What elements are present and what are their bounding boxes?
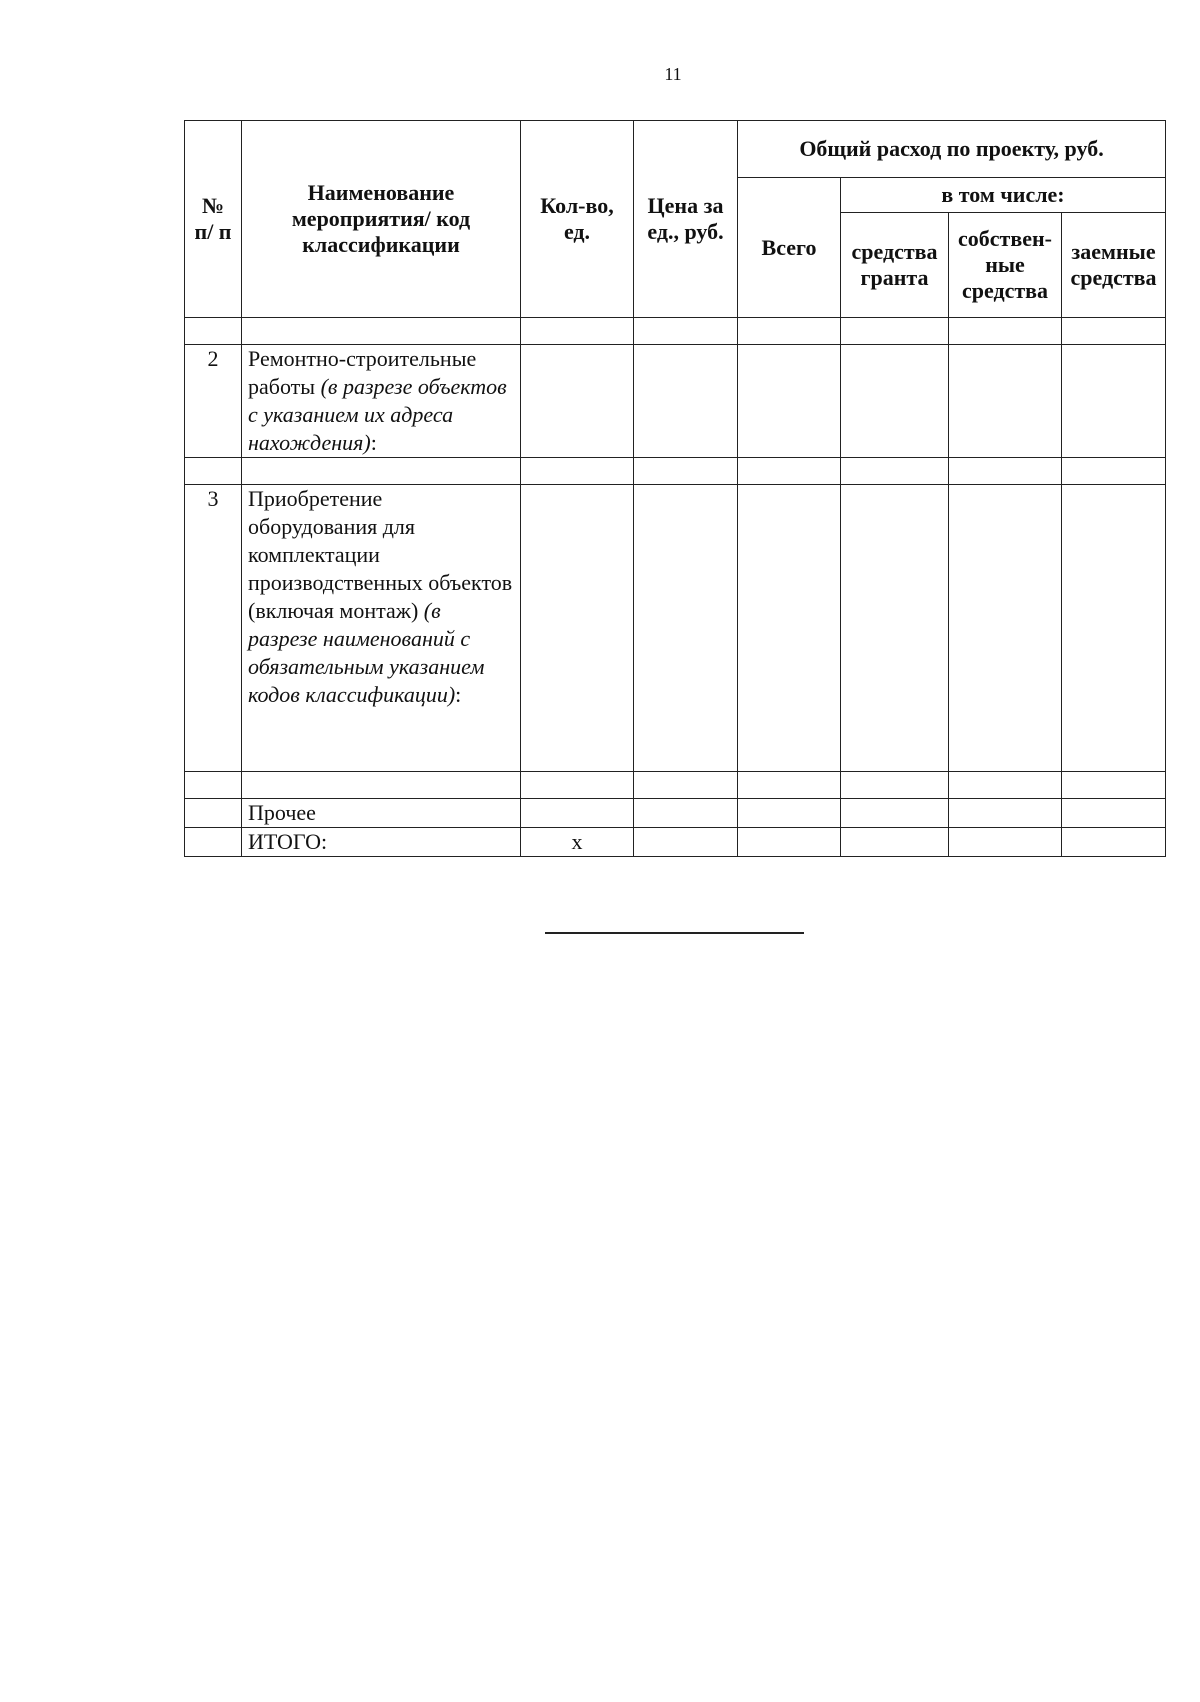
- header-grant-funds: средства гранта: [841, 213, 949, 318]
- row3-name-plain: Приобретение оборудования для комплектации производственных объектов (включая монтаж): [248, 486, 513, 623]
- page-number: 11: [664, 64, 682, 84]
- total-name: ИТОГО:: [242, 828, 521, 857]
- row3-name-italic: (в разрезе наименований с обязательным указанием кодов классификации): [248, 598, 485, 707]
- row2-name: [242, 345, 521, 458]
- row2-name-plain: Ремонтно-строительные работы: [248, 346, 477, 399]
- row2-num: 2: [185, 345, 242, 458]
- header-own-funds: собствен-ные средства: [949, 213, 1062, 318]
- row3-grant: [841, 485, 949, 772]
- header-num: № п/ п: [185, 121, 242, 318]
- row3-price: [634, 485, 738, 772]
- row2-borrowed: [1062, 345, 1166, 458]
- row3-qty: [521, 485, 634, 772]
- row2-grant: [841, 345, 949, 458]
- row2-name-italic: (в разрезе объектов с указанием их адреса нахождения): [248, 374, 507, 455]
- header-total-group: Общий расход по проекту, руб.: [738, 121, 1166, 178]
- row3-name-suffix: :: [455, 682, 462, 707]
- row3-total: [738, 485, 841, 772]
- header-borrowed-funds: заемные средства: [1062, 213, 1166, 318]
- header-price: Цена за ед., руб.: [634, 121, 738, 318]
- row2-price: [634, 345, 738, 458]
- row3-num: 3: [185, 485, 242, 772]
- row2-name-suffix: :: [370, 430, 377, 455]
- table-row-total: [185, 828, 1166, 857]
- header-row-1: [185, 121, 1166, 178]
- row2-qty: [521, 345, 634, 458]
- row3-borrowed: [1062, 485, 1166, 772]
- table-row-other: [185, 799, 1166, 828]
- row3-own: [949, 485, 1062, 772]
- closing-rule: [545, 932, 804, 934]
- table-row-2: [185, 345, 1166, 458]
- row3-name: [242, 485, 521, 772]
- total-qty: х: [521, 828, 634, 857]
- row2-own: [949, 345, 1062, 458]
- header-name: Наименование мероприятия/ код классификации: [242, 121, 521, 318]
- header-qty: Кол-во, ед.: [521, 121, 634, 318]
- empty-row: [185, 458, 1166, 485]
- table-row-3: [185, 485, 1166, 772]
- row2-total: [738, 345, 841, 458]
- empty-row: [185, 318, 1166, 345]
- header-total: Всего: [738, 178, 841, 318]
- empty-row: [185, 772, 1166, 799]
- other-name: Прочее: [242, 799, 521, 828]
- header-including: в том числе:: [841, 178, 1166, 213]
- budget-table: [184, 120, 1166, 857]
